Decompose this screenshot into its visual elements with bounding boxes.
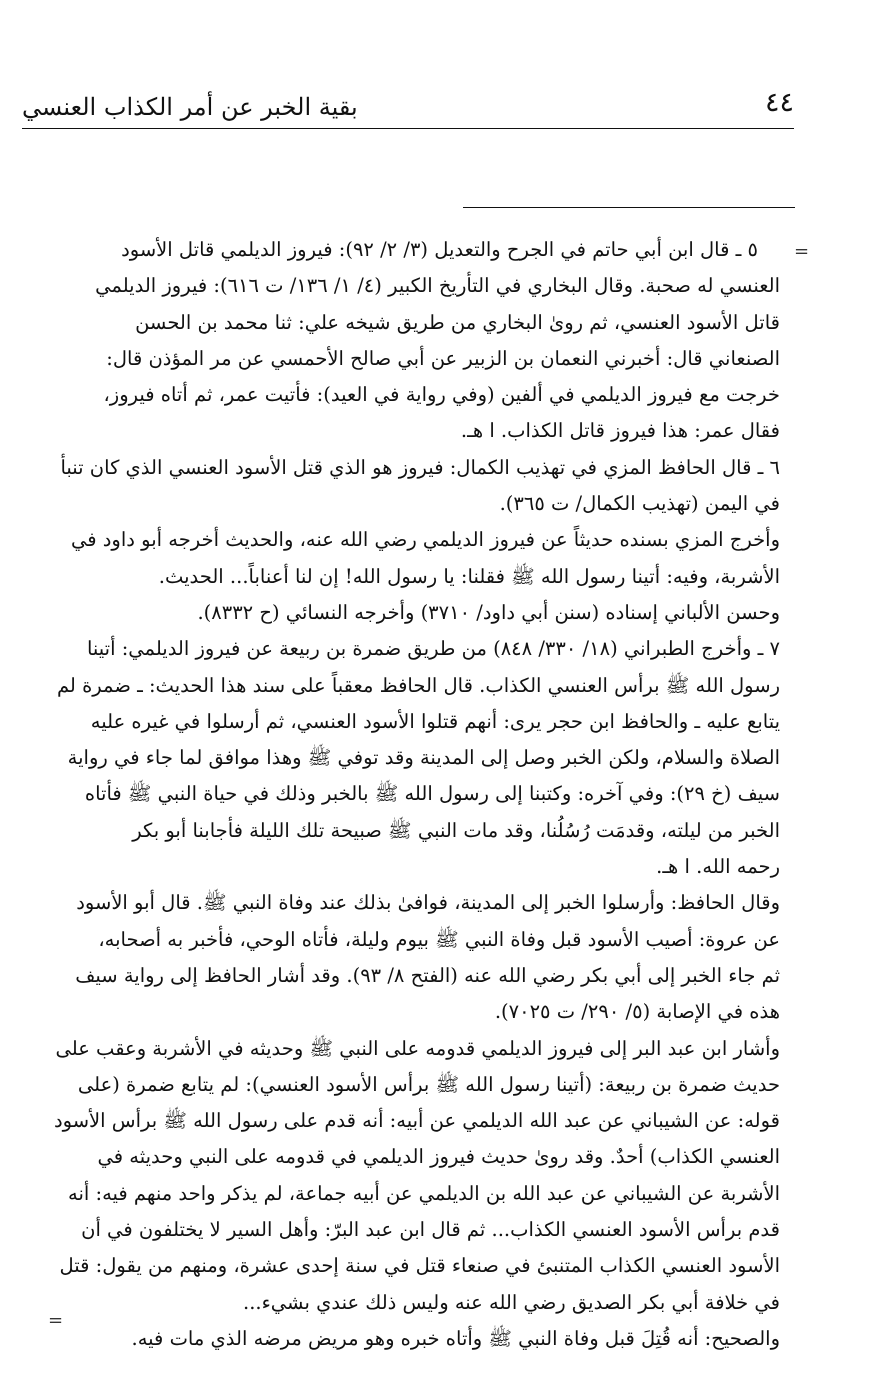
text-line: ٦ ـ قال الحافظ المزي في تهذيب الكمال: فيروز هو الذي قتل الأسود العنسي الذي كان تنبأ — [60, 455, 780, 479]
text-line: الصنعاني قال: أخبرني النعمان بن الزبير عن أبي صالح الأحمسي عن مر المؤذن قال: — [106, 346, 780, 370]
text-line: الأسود العنسي الكذاب المتنبئ في صنعاء قتل في سنة إحدى عشرة، ومنهم من يقول: قتل — [59, 1254, 780, 1278]
text-line: العنسي الكذاب) أحدٌ. وقد روىٰ حديث فيروز الديلمي في قدومه على النبي وحديثه في — [97, 1145, 780, 1169]
text-line: وحسن الألباني إسناده (سنن أبي داود/ ٣٧١٠) وأخرجه النسائي (ح ٨٣٣٢). — [197, 600, 780, 624]
text-line: في اليمن (تهذيب الكمال/ ت ٣٦٥). — [499, 492, 780, 516]
text-line: الصلاة والسلام، ولكن الخبر وصل إلى المدينة وقد توفي ﷺ وهذا موافق لما جاء في رواية — [67, 746, 780, 770]
text-line: رحمه الله. ا هـ. — [656, 855, 780, 879]
text-line: ٧ ـ وأخرج الطبراني (١٨/ ٣٣٠/ ٨٤٨) من طريق ضمرة بن ربيعة عن فيروز الديلمي: أتينا — [86, 637, 780, 661]
text-line: قاتل الأسود العنسي، ثم روىٰ البخاري من طريق شيخه علي: ثنا محمد بن الحسن — [135, 310, 780, 334]
text-line: ٥ ـ قال ابن أبي حاتم في الجرح والتعديل (٣/ ٢/ ٩٢): فيروز الديلمي قاتل الأسود — [121, 238, 758, 261]
text-line: هذه في الإصابة (٥/ ٢٩٠/ ت ٧٠٢٥). — [494, 1000, 780, 1024]
continuation-mark-bottom: = — [48, 1310, 64, 1331]
text-line: سيف (خ ٢٩): وفي آخره: وكتبنا إلى رسول الله ﷺ بالخبر وذلك في حياة النبي ﷺ فأتاه — [84, 782, 780, 806]
text-line: في خلافة أبي بكر الصديق رضي الله عنه وليس ذلك عندي بشيء... — [243, 1290, 780, 1314]
text-line: يتابع عليه ـ والحافظ ابن حجر يرى: أنهم قتلوا الأسود العنسي، ثم أرسلوا في غيره عليه — [90, 709, 780, 733]
text-line: الأشربة، وفيه: أتينا رسول الله ﷺ فقلنا: يا رسول الله! إن لنا أعناباً... الحديث. — [158, 564, 780, 588]
text-line: حديث ضمرة بن ربيعة: (أتينا رسول الله ﷺ برأس الأسود العنسي): لم يتابع ضمرة (على — [77, 1072, 780, 1096]
text-line: الأشربة عن الشيباني عن عبد الله بن الديلمي عن أبيه جماعة، لم يذكر واحد منهم فيه: أنه — [68, 1181, 780, 1205]
text-line: الخبر من ليلته، وقدمَت رُسُلُنا، وقد مات النبي ﷺ صبيحة تلك الليلة فأجابنا أبو بكر — [132, 818, 780, 842]
text-line: ثم جاء الخبر إلى أبي بكر رضي الله عنه (الفتح ٨/ ٩٣). وقد أشار الحافظ إلى رواية سيف — [75, 963, 780, 987]
running-title: بقية الخبر عن أمر الكذاب العنسي — [22, 93, 358, 121]
text-line: وأشار ابن عبد البر إلى فيروز الديلمي قدومه على النبي ﷺ وحديثه في الأشربة وعقب على — [55, 1036, 780, 1060]
continuation-mark-top: = — [794, 241, 810, 262]
text-line: وقال الحافظ: وأرسلوا الخبر إلى المدينة، فوافىٰ بذلك عند وفاة النبي ﷺ. قال أبو الأسود — [76, 891, 780, 915]
text-line: فقال عمر: هذا فيروز قاتل الكذاب. ا هـ. — [460, 419, 780, 443]
text-line: رسول الله ﷺ برأس العنسي الكذاب. قال الحافظ معقباً على سند هذا الحديث: ـ ضمرة لم — [56, 673, 780, 697]
text-line: والصحيح: أنه قُتِلَ قبل وفاة النبي ﷺ وأتاه خبره وهو مريض مرضه الذي مات فيه. — [131, 1326, 780, 1350]
text-line: خرجت مع فيروز الديلمي في ألفين (وفي رواية في العيد): فأتيت عمر، ثم أتاه فيروز، — [103, 383, 780, 407]
text-line: العنسي له صحبة. وقال البخاري في التأريخ الكبير (٤/ ١/ ١٣٦/ ت ٦١٦): فيروز الديلمي — [95, 274, 780, 298]
text-line: قدم برأس الأسود العنسي الكذاب... ثم قال ابن عبد البرّ: وأهل السير لا يختلفون في أن — [81, 1218, 780, 1242]
text-line: وأخرج المزي بسنده حديثاً عن فيروز الديلمي رضي الله عنه، والحديث أخرجه أبو داود في — [70, 528, 780, 552]
footnote-separator — [463, 207, 795, 208]
footnotes-body — [48, 232, 780, 1357]
text-line: قوله: عن الشيباني عن عبد الله الديلمي عن أبيه: أنه قدم على رسول الله ﷺ برأس الأسود — [53, 1109, 780, 1133]
page-header — [22, 84, 794, 129]
text-line: عن عروة: أصيب الأسود قبل وفاة النبي ﷺ بيوم وليلة، فأتاه الوحي، فأخبر به أصحابه، — [98, 927, 780, 951]
page-number: ٤٤ — [764, 87, 794, 118]
